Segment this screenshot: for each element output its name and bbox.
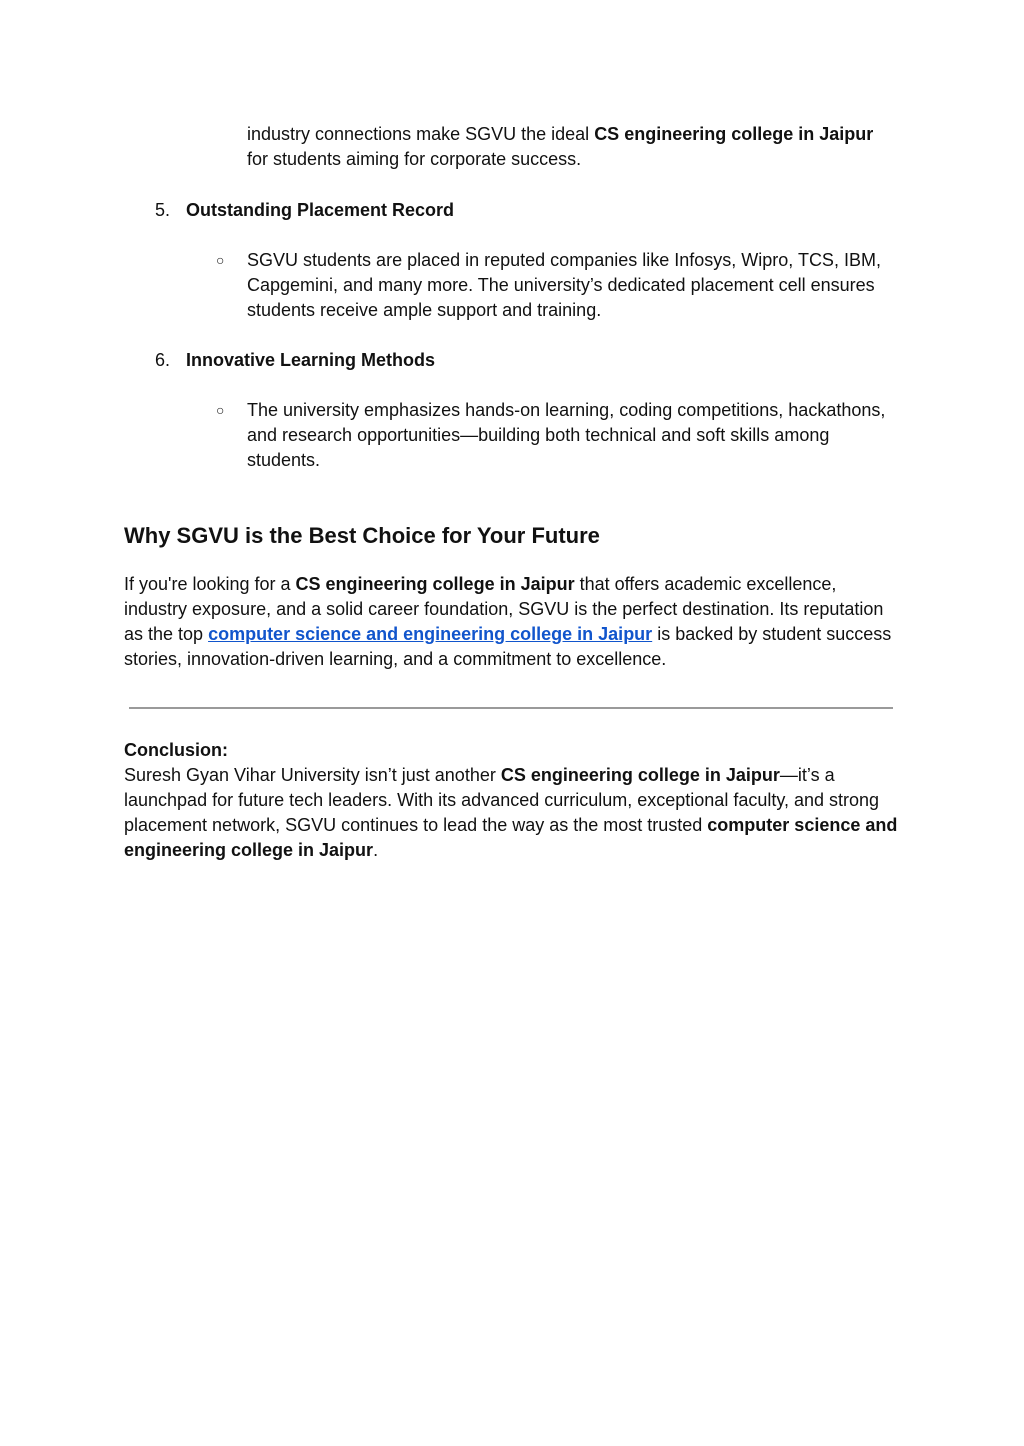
circle-bullet-icon: ○ [216,402,225,418]
conclusion-paragraph [124,738,899,863]
why-bold: CS engineering college in Jaipur [295,574,575,594]
list-item-heading [155,198,855,223]
conclusion-bold: CS engineering college in Jaipur [500,765,780,785]
conclusion-bold-2: computer science and engineering college in Jaipur [124,815,898,860]
why-text-2: that offers academic excellence, industry exposure, and a solid career foundation, SGVU is the perfect destination. Its reputation as the top [124,574,884,644]
conclusion-text: Suresh Gyan Vihar University isn’t just another [124,765,501,785]
continuation-text: industry connections make SGVU the ideal [247,124,595,144]
college-link[interactable]: computer science and engineering college in Jaipur [208,624,653,644]
bullet-text: SGVU students are placed in reputed companies like Infosys, Wipro, TCS, IBM, Capgemini, and many more. The university’s dedicated placement cell ensures students receive ample support and training. [247,250,881,320]
conclusion-label: Conclusion: [124,740,228,760]
section-heading: Why SGVU is the Best Choice for Your Future [124,523,600,548]
list-number: 5. [155,200,171,220]
conclusion-text-3: . [373,840,379,860]
why-text: If you're looking for a [124,574,296,594]
list-item-heading [155,348,855,373]
circle-bullet-icon: ○ [216,252,225,268]
list-title: Innovative Learning Methods [186,350,436,370]
list-title: Outstanding Placement Record [186,200,455,220]
list-number: 6. [155,350,171,370]
horizontal-divider [129,707,893,709]
continuation-paragraph [247,122,897,172]
why-paragraph [124,572,899,672]
bullet-text: The university emphasizes hands-on learning, coding competitions, hackathons, and research opportunities—building both technical and soft skills among students. [247,400,886,470]
continuation-text-end: for students aiming for corporate success. [247,149,582,169]
conclusion-text-2: —it’s a launchpad for future tech leaders. With its advanced curriculum, exceptional faculty, and strong placement network, SGVU continues to lead the way as the most trusted [124,765,880,835]
why-text-3: is backed by student success stories, innovation-driven learning, and a commitment to excellence. [124,624,892,669]
continuation-bold: CS engineering college in Jaipur [594,124,874,144]
